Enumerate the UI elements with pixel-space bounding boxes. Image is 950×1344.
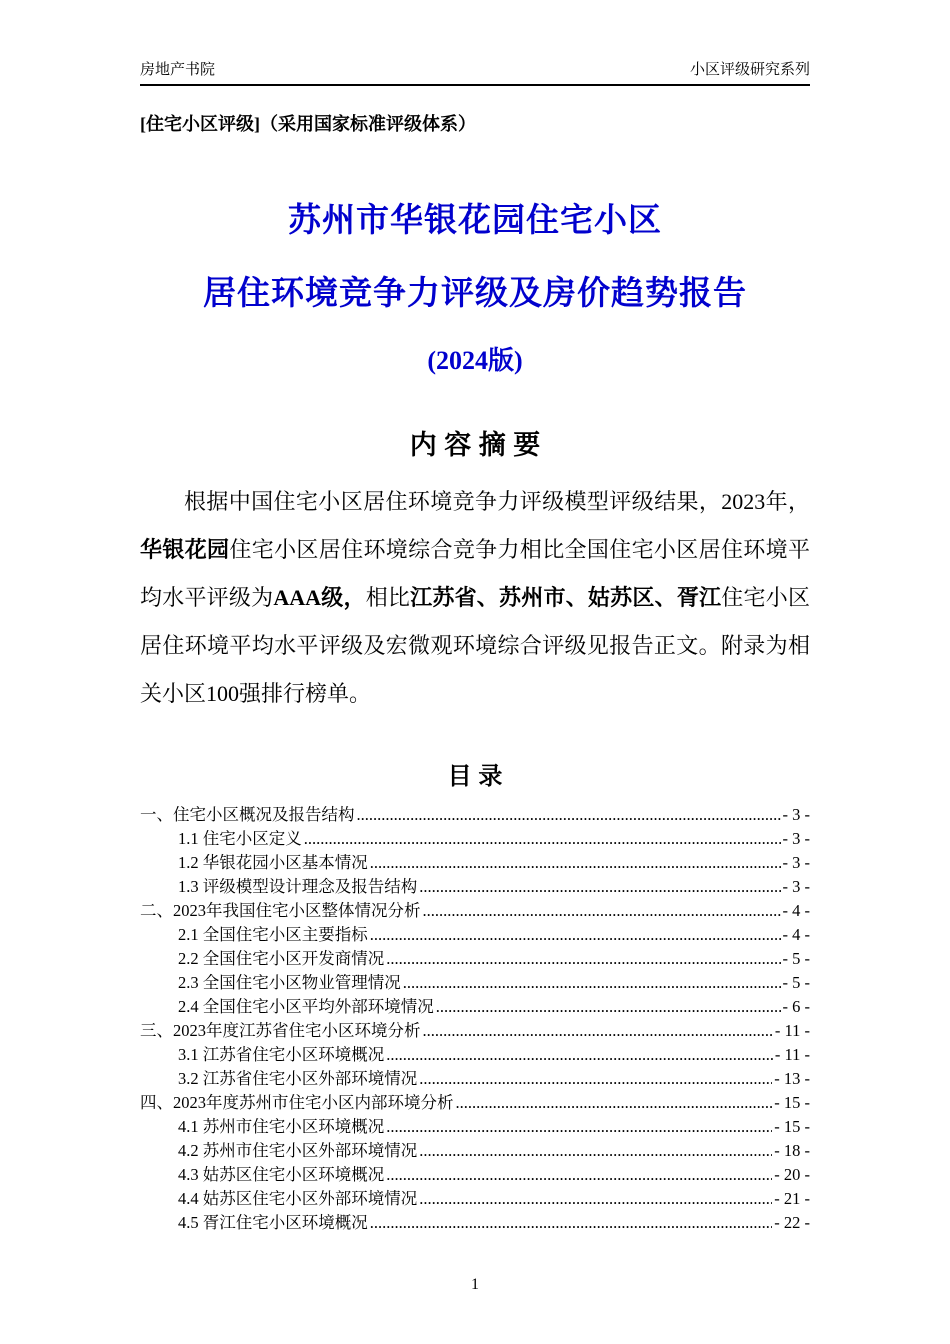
toc-entry-label: 三、2023年度江苏省住宅小区环境分析 <box>140 1020 421 1040</box>
toc-entry-label: 2.3 全国住宅小区物业管理情况 <box>178 972 401 992</box>
toc-leader-dots <box>419 1187 772 1211</box>
summary-heading: 内 容 摘 要 <box>409 430 541 460</box>
page-header <box>140 58 810 86</box>
toc-entry-page: - 13 - <box>774 1068 810 1088</box>
toc-leader-dots <box>386 947 780 971</box>
toc-leader-dots <box>419 875 780 899</box>
toc-entry-label: 4.2 苏州市住宅小区外部环境情况 <box>178 1140 418 1160</box>
toc-entry-page: - 15 - <box>774 1092 810 1112</box>
toc-entry[interactable] <box>140 995 810 1019</box>
toc-leader-dots <box>370 851 781 875</box>
toc-leader-dots <box>423 899 781 923</box>
toc-entry[interactable] <box>140 1043 810 1067</box>
toc-entry-label: 4.4 姑苏区住宅小区外部环境情况 <box>178 1188 418 1208</box>
toc-entry[interactable] <box>140 1067 810 1091</box>
toc-entry-label: 1.1 住宅小区定义 <box>178 828 302 848</box>
toc-entry-label: 4.3 姑苏区住宅小区环境概况 <box>178 1164 385 1184</box>
header-right-text: 小区评级研究系列 <box>689 62 810 78</box>
summary-paragraph <box>140 478 810 718</box>
toc-entry[interactable] <box>140 851 810 875</box>
toc-entry-label: 2.4 全国住宅小区平均外部环境情况 <box>178 996 434 1016</box>
toc-entry[interactable] <box>140 1091 810 1115</box>
toc-entry-page: - 6 - <box>782 996 810 1016</box>
toc-entry-label: 4.1 苏州市住宅小区环境概况 <box>178 1116 385 1136</box>
toc-entry-label: 1.2 华银花园小区基本情况 <box>178 852 368 872</box>
toc-entry-label: 3.2 江苏省住宅小区外部环境情况 <box>178 1068 418 1088</box>
toc-entry-label: 2.1 全国住宅小区主要指标 <box>178 924 368 944</box>
toc-leader-dots <box>386 1115 772 1139</box>
toc-entry[interactable] <box>140 923 810 947</box>
toc-leader-dots <box>403 971 781 995</box>
toc-leader-dots <box>386 1043 773 1067</box>
toc-entry[interactable] <box>140 947 810 971</box>
toc-leader-dots <box>386 1163 772 1187</box>
toc-entry-page: - 11 - <box>774 1020 810 1040</box>
toc-entry[interactable] <box>140 827 810 851</box>
toc-entry[interactable] <box>140 875 810 899</box>
toc-entry[interactable] <box>140 1139 810 1163</box>
toc-entry-label: 四、2023年度苏州市住宅小区内部环境分析 <box>140 1092 454 1112</box>
toc-leader-dots <box>456 1091 773 1115</box>
toc-entry-label: 2.2 全国住宅小区开发商情况 <box>178 948 385 968</box>
toc-entry-label: 1.3 评级模型设计理念及报告结构 <box>178 876 418 896</box>
toc-entry[interactable] <box>140 899 810 923</box>
toc-entry-page: - 21 - <box>774 1188 810 1208</box>
toc-entry[interactable] <box>140 1019 810 1043</box>
header-left-text: 房地产书院 <box>140 62 216 78</box>
toc-entry-page: - 11 - <box>774 1044 810 1064</box>
toc-entry-label: 二、2023年我国住宅小区整体情况分析 <box>140 900 421 920</box>
toc-leader-dots <box>423 1019 773 1043</box>
toc-entry-page: - 4 - <box>782 924 810 944</box>
toc-leader-dots <box>370 1211 773 1235</box>
summary-text-segment: AAA级， <box>273 584 366 610</box>
toc-entry-label: 一、住宅小区概况及报告结构 <box>140 804 355 824</box>
summary-text-segment: 江苏省、苏州市、姑苏区、胥江 <box>410 584 722 610</box>
toc-leader-dots <box>304 827 781 851</box>
toc-entry-page: - 5 - <box>782 972 810 992</box>
toc-entry[interactable] <box>140 971 810 995</box>
toc-entry-page: - 4 - <box>782 900 810 920</box>
toc-heading: 目 录 <box>447 762 503 790</box>
report-title-line2: 居住环境竞争力评级及房价趋势报告 <box>203 276 747 312</box>
report-series-subtitle: [住宅小区评级]（采用国家标准评级体系） <box>140 114 476 134</box>
toc-leader-dots <box>357 803 781 827</box>
summary-text-segment: 住宅小区居住环境综合竞争力相比全国住宅小区居住环境平均水平评级为 <box>140 536 810 610</box>
summary-text-segment: 根据中国住宅小区居住环境竞争力评级模型评级结果，2023年， <box>184 489 810 514</box>
toc-entry-page: - 3 - <box>782 852 810 872</box>
toc-entry[interactable] <box>140 1211 810 1235</box>
toc-entry-page: - 3 - <box>782 876 810 896</box>
toc-entry-page: - 5 - <box>782 948 810 968</box>
summary-text-segment: 华银花园 <box>140 536 230 562</box>
toc-list <box>140 803 810 1235</box>
title-block <box>140 194 810 377</box>
summary-text-segment: 相比 <box>365 584 411 610</box>
toc-entry-page: - 22 - <box>774 1212 810 1232</box>
report-title-edition: (2024版) <box>427 346 523 375</box>
toc-entry-page: - 3 - <box>782 804 810 824</box>
toc-entry[interactable] <box>140 803 810 827</box>
toc-entry[interactable] <box>140 1163 810 1187</box>
toc-entry-page: - 18 - <box>774 1140 810 1160</box>
report-title-line1: 苏州市华银花园住宅小区 <box>288 203 662 239</box>
toc-leader-dots <box>436 995 781 1019</box>
toc-leader-dots <box>419 1067 772 1091</box>
toc-leader-dots <box>370 923 781 947</box>
toc-entry-page: - 20 - <box>774 1164 810 1184</box>
toc-entry-page: - 3 - <box>782 828 810 848</box>
page-number: 1 <box>471 1276 479 1293</box>
summary-text-segment: 住宅小区居住环境平均水平评级及宏微观环境综合评级见报告正文。附录为相关小区100强排行榜单。 <box>140 584 810 706</box>
toc-entry[interactable] <box>140 1115 810 1139</box>
toc-entry[interactable] <box>140 1187 810 1211</box>
toc-leader-dots <box>419 1139 772 1163</box>
toc-entry-label: 4.5 胥江住宅小区环境概况 <box>178 1212 368 1232</box>
toc-entry-label: 3.1 江苏省住宅小区环境概况 <box>178 1044 385 1064</box>
toc-entry-page: - 15 - <box>774 1116 810 1136</box>
